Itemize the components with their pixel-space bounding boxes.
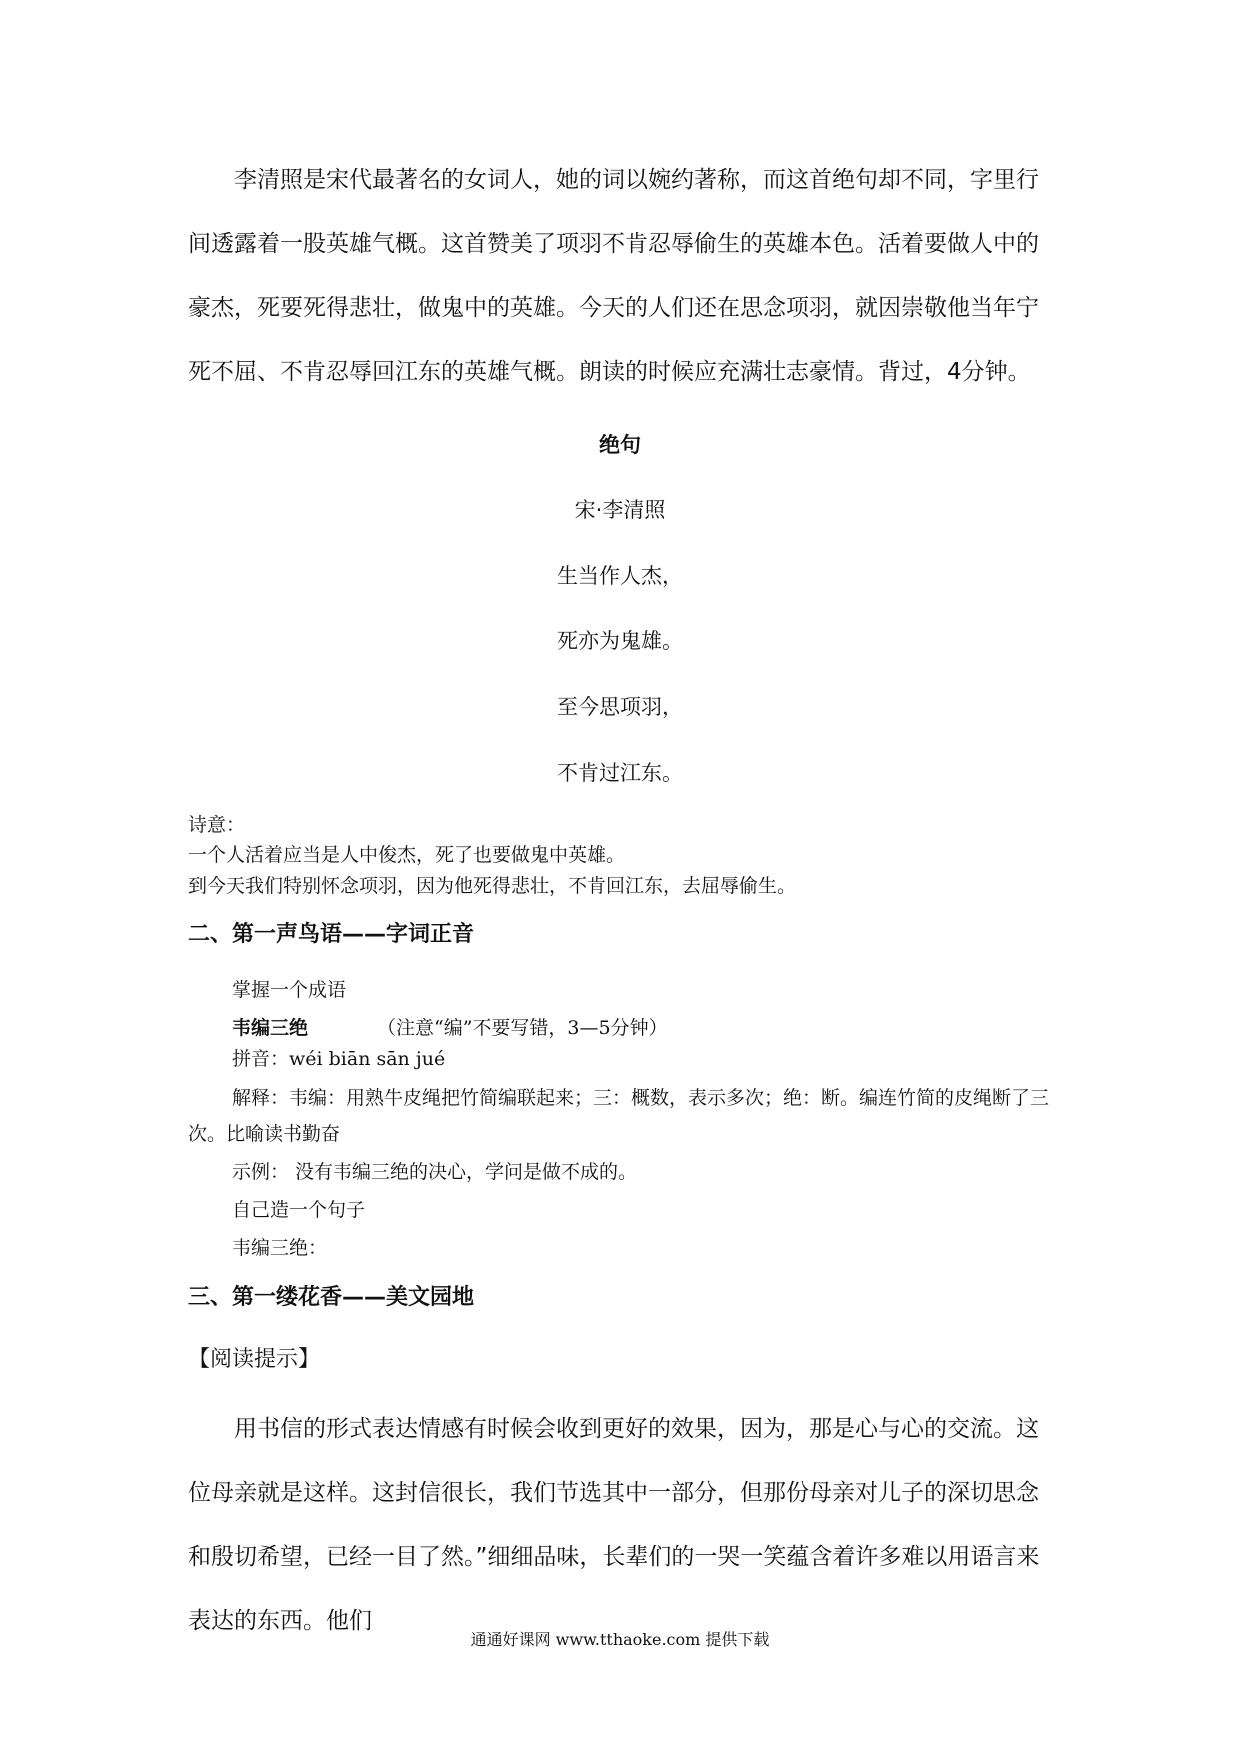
- idiom-example: 示例： 没有韦编三绝的决心，学问是做不成的。: [232, 1161, 638, 1183]
- poem-title: 绝句: [599, 433, 641, 457]
- poem-line: 生当作人杰，: [557, 564, 683, 588]
- poem-line: 死亦为鬼雄。: [557, 629, 683, 653]
- idiom-term: 韦编三绝: [232, 1017, 309, 1039]
- poem-line: 至今思项羽，: [557, 695, 683, 719]
- section-heading: 三、第一缕花香——美文园地: [188, 1285, 475, 1310]
- meaning-line: 到今天我们特别怀念项羽，因为他死得悲壮，不肯回江东，去屈辱偷生。: [188, 875, 797, 897]
- idiom-note: （注意“编”不要写错，3—5分钟）: [377, 1017, 668, 1039]
- idiom-explanation: 解释：韦编：用熟牛皮绳把竹简编联起来；三：概数，表示多次；绝：断。编连竹简的皮绳断了三次。比喻读书勤奋: [188, 1087, 1050, 1145]
- poem-line: 不肯过江东。: [557, 761, 683, 785]
- meaning-line: 一个人活着应当是人中俊杰，死了也要做鬼中英雄。: [188, 844, 626, 866]
- footer-text: 通通好课网 www.tthaoke.com 提供下载: [470, 1630, 770, 1649]
- make-sentence-prompt: 自己造一个句子: [232, 1199, 366, 1221]
- reading-tip-label: 【阅读提示】: [188, 1347, 321, 1372]
- sentence-blank: 韦编三绝：: [232, 1237, 328, 1259]
- reading-paragraph: 用书信的形式表达情感有时候会收到更好的效果，因为，那是心与心的交流。这位母亲就是这样。这封信很长，我们节选其中一部分，但那份母亲对儿子的深切思念和殷切希望，已经一目了然。”细细品味，长辈们的一哭一笑蕴含着许多难以用语言来表达的东西。他们: [188, 1416, 1040, 1634]
- poem-author: 宋·李清照: [574, 498, 666, 522]
- idiom-pinyin: 拼音：wéi biān sān jué: [232, 1048, 446, 1070]
- intro-paragraph: 李清照是宋代最著名的女词人，她的词以婉约著称，而这首绝句却不同，字里行间透露着一股英雄气概。这首赞美了项羽不肯忍辱偷生的英雄本色。活着要做人中的豪杰，死要死得悲壮，做鬼中的英雄。今天的人们还在思念项羽，就因崇敬他当年宁死不屈、不肯忍辱回江东的英雄气概。朗读的时候应充满壮志豪情。背过，4分钟。: [188, 167, 1039, 385]
- idiom-line: [232, 1013, 668, 1043]
- section-heading: 二、第一声鸟语——字词正音: [188, 922, 475, 947]
- idiom-intro: 掌握一个成语: [232, 979, 347, 1001]
- meaning-label: 诗意：: [188, 814, 246, 836]
